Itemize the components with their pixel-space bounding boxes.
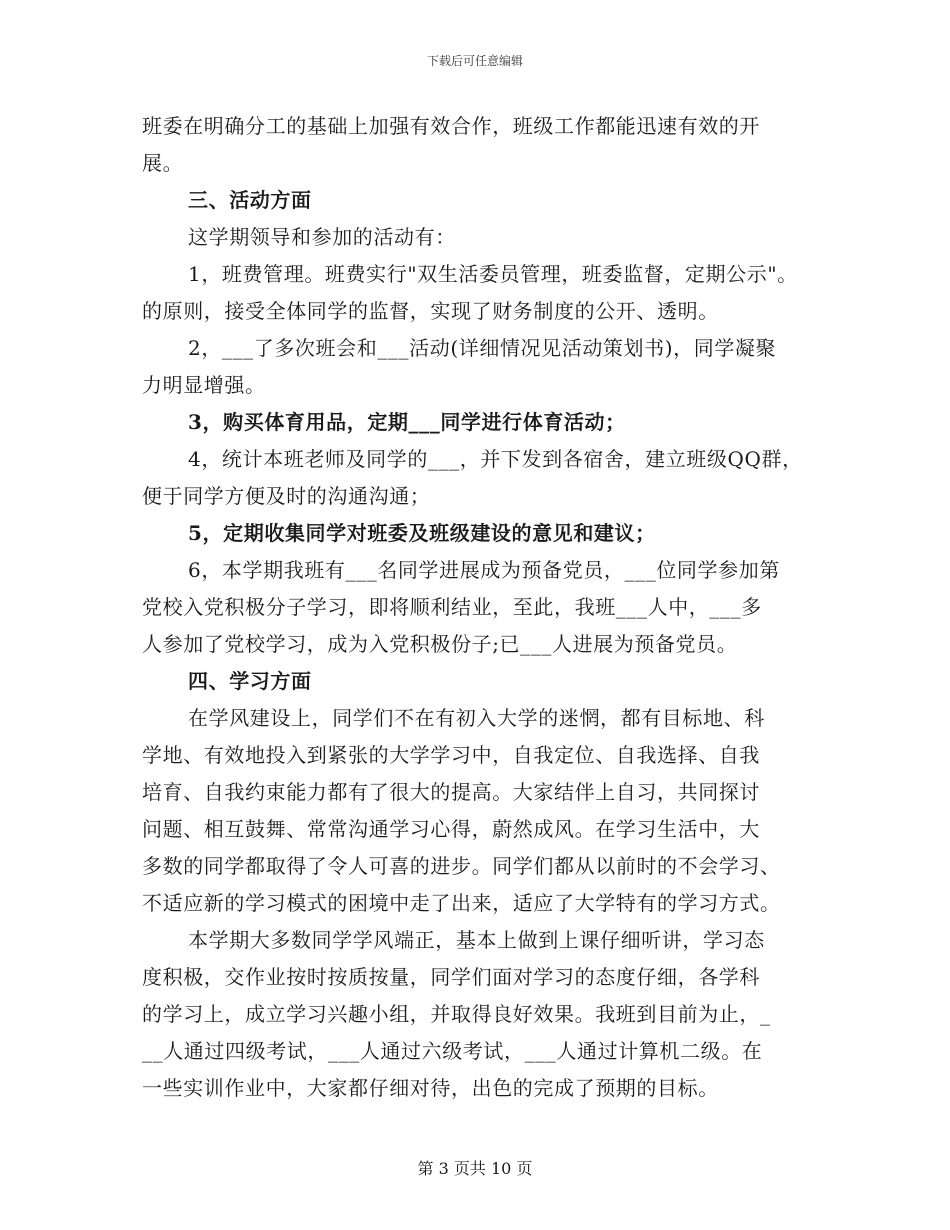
paragraph-line: 的学习上，成立学习兴趣小组，并取得良好效果。我班到目前为止，_ bbox=[142, 1002, 771, 1026]
paragraph-line: 班委在明确分工的基础上加强有效合作，班级工作都能迅速有效的开 bbox=[142, 114, 760, 138]
paragraph-line: 一些实训作业中，大家都仔细对待，出色的完成了预期的目标。 bbox=[142, 1076, 719, 1100]
paragraph-line: 展。 bbox=[142, 151, 184, 175]
paragraph-line: 人参加了党校学习，成为入党积极份子;已___人进展为预备党员。 bbox=[142, 632, 738, 656]
paragraph-line: 问题、相互鼓舞、常常沟通学习心得，蔚然成风。在学习生活中，大 bbox=[142, 817, 760, 841]
paragraph-line: 不适应新的学习模式的困境中走了出来，适应了大学特有的学习方式。 bbox=[142, 891, 781, 915]
paragraph-line: 学地、有效地投入到紧张的大学学习中，自我定位、自我选择、自我 bbox=[142, 743, 760, 767]
paragraph-line: 这学期领导和参加的活动有： bbox=[188, 225, 456, 249]
section-heading-line: 5，定期收集同学对班委及班级建设的意见和建议； bbox=[188, 521, 656, 545]
paragraph-line: 的原则，接受全体同学的监督，实现了财务制度的公开、透明。 bbox=[142, 299, 719, 323]
paragraph-line: 2，___了多次班会和___活动(详细情况见活动策划书)，同学凝聚 bbox=[188, 336, 777, 360]
paragraph-line: 多数的同学都取得了令人可喜的进步。同学们都从以前时的不会学习、 bbox=[142, 854, 781, 878]
paragraph-line: 便于同学方便及时的沟通沟通； bbox=[142, 484, 431, 508]
paragraph-line: 本学期大多数同学学风端正，基本上做到上课仔细听讲，学习态 bbox=[188, 928, 765, 952]
paragraph-line: 度积极，交作业按时按质按量，同学们面对学习的态度仔细，各学科 bbox=[142, 965, 760, 989]
section-heading-line: 四、学习方面 bbox=[188, 669, 312, 693]
paragraph-line: 1，班费管理。班费实行"双生活委员管理，班委监督，定期公示"。 bbox=[188, 262, 798, 286]
paragraph-line: 培育、自我约束能力都有了很大的提高。大家结伴上自习，共同探讨 bbox=[142, 780, 760, 804]
header-note: 下载后可任意编辑 bbox=[426, 54, 523, 68]
paragraph-line: 党校入党积极分子学习，即将顺利结业，至此，我班___人中，___多 bbox=[142, 595, 762, 619]
paragraph-line: __人通过四级考试，___人通过六级考试，___人通过计算机二级。在 bbox=[142, 1039, 763, 1063]
paragraph-line: 4，统计本班老师及同学的___，并下发到各宿舍，建立班级QQ群， bbox=[188, 447, 803, 471]
section-heading-line: 三、活动方面 bbox=[188, 188, 312, 212]
section-heading-line: 3，购买体育用品，定期___同学进行体育活动； bbox=[188, 410, 626, 434]
paragraph-line: 力明显增强。 bbox=[142, 373, 266, 397]
page-footer: 第 3 页共 10 页 bbox=[417, 1159, 533, 1178]
paragraph-line: 6，本学期我班有___名同学进展成为预备党员，___位同学参加第 bbox=[188, 558, 780, 582]
paragraph-line: 在学风建设上，同学们不在有初入大学的迷惘，都有目标地、科 bbox=[188, 706, 765, 730]
document-body bbox=[142, 108, 814, 1107]
